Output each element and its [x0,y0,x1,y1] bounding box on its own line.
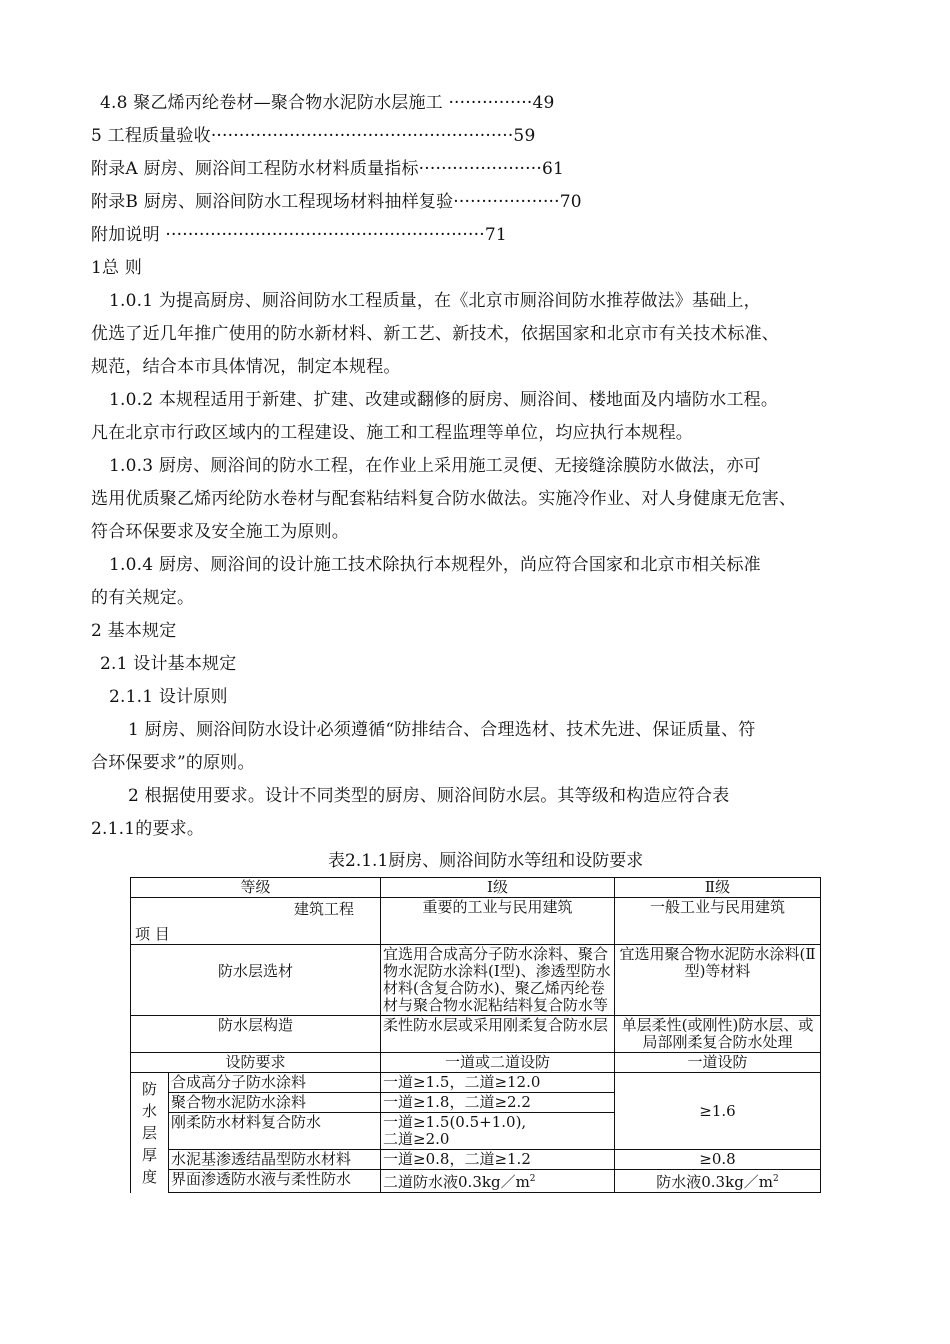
building-type-2: 一般工业与民用建筑 [615,898,821,945]
toc-item-5: 5 工程质量验收······················································59 [91,126,536,146]
paragraph-1-0-2-line1: 1.0.2 本规程适用于新建、扩建、改建或翻修的厨房、厕浴间、楼地面及内墙防水工程。 [109,390,779,410]
section-2-1-1-title: 2.1.1 设计原则 [109,687,228,707]
thickness-value-text: 二道防水液0.3kg／m [383,1173,530,1191]
paragraph-1-0-1-line3: 规范，结合本市具体情况，制定本规程。 [91,357,401,377]
thickness-value-line1: 一道≥1.5(0.5+1.0), [383,1113,527,1131]
header-level-1: Ⅰ级 [381,878,615,898]
section-2-title: 2 基本规定 [91,621,177,641]
material-label: 防水层选材 [131,945,381,1016]
paragraph-1-0-3-line3: 符合环保要求及安全施工为原则。 [91,522,349,542]
building-type-1: 重要的工业与民用建筑 [381,898,615,945]
thickness-material-name: 界面渗透防水液与柔性防水 [169,1170,381,1193]
material-level-2: 宜选用聚合物水泥防水涂料(Ⅱ型)等材料 [615,945,821,1016]
table-row-grade [131,878,821,898]
structure-label: 防水层构造 [131,1016,381,1053]
header-building-item [131,898,381,945]
defense-level-2: 一道设防 [615,1053,821,1073]
thickness-level-2-value: ≥0.8 [615,1150,821,1170]
thickness-material-name: 聚合物水泥防水涂料 [169,1093,381,1113]
waterproof-grade-table [130,877,821,1193]
thickness-level-1-value [381,1170,615,1193]
header-building-label: 建筑工程 [294,900,355,918]
header-item-label: 项 目 [135,925,170,943]
table-row-defense [131,1053,821,1073]
paragraph-1-0-1-line1: 1.0.1 为提高厨房、厕浴间防水工程质量，在《北京市厕浴间防水推荐做法》基础上， [109,291,761,311]
paragraph-1-0-4-line1: 1.0.4 厨房、厕浴间的设计施工技术除执行本规程外，尚应符合国家和北京市相关标准 [109,555,761,575]
thickness-label-text: 防水层厚度 [142,1079,158,1186]
item-2-line1: 2 根据使用要求。设计不同类型的厨房、厕浴间防水层。其等级和构造应符合表 [128,786,730,806]
paragraph-1-0-3-line1: 1.0.3 厨房、厕浴间的防水工程，在作业上采用施工灵便、无接缝涂膜防水做法，亦可 [109,456,761,476]
superscript-2: 2 [773,1174,779,1184]
table-row-thickness-4 [131,1150,821,1170]
thickness-material-name: 水泥基渗透结晶型防水材料 [169,1150,381,1170]
thickness-level-2-value [615,1170,821,1193]
section-2-1-title: 2.1 设计基本规定 [100,654,237,674]
toc-item-appendix-b: 附录B 厨房、厕浴间防水工程现场材料抽样复验···················70 [91,192,582,212]
header-level-2: Ⅱ级 [615,878,821,898]
table-caption: 表2.1.1厨房、厕浴间防水等纽和设防要求 [328,851,644,871]
thickness-level-1-value [381,1113,615,1150]
item-1-line2: 合环保要求”的原则。 [91,753,255,773]
thickness-material-name: 合成高分子防水涂料 [169,1073,381,1093]
paragraph-1-0-3-line2: 选用优质聚乙烯丙纶防水卷材与配套粘结料复合防水做法。实施冷作业、对人身健康无危害、 [91,489,797,509]
toc-item-4-8: 4.8 聚乙烯丙纶卷材—聚合物水泥防水层施工 ···············49 [100,93,555,113]
item-1-line1: 1 厨房、厕浴间防水设计必须遵循“防排结合、合理选材、技术先进、保证质量、符 [128,720,756,740]
paragraph-1-0-4-line2: 的有关规定。 [91,588,195,608]
thickness-value-text: 防水液0.3kg／m [656,1173,774,1191]
structure-level-2: 单层柔性(或刚性)防水层、或局部刚柔复合防水处理 [615,1016,821,1053]
table-row-material [131,945,821,1016]
toc-item-additional-notes: 附加说明 ·························································71 [91,225,507,245]
toc-item-appendix-a: 附录A 厨房、厕浴间工程防水材料质量指标······················61 [91,159,564,179]
defense-level-1: 一道或二道设防 [381,1053,615,1073]
thickness-level-1-value: 一道≥1.5，二道≥12.0 [381,1073,615,1093]
table-row-structure [131,1016,821,1053]
paragraph-1-0-1-line2: 优选了近几年推广使用的防水新材料、新工艺、新技术，依据国家和北京市有关技术标准、 [91,324,779,344]
table-row-building [131,898,821,945]
thickness-level-1-value: 一道≥0.8，二道≥1.2 [381,1150,615,1170]
paragraph-1-0-2-line2: 凡在北京市行政区域内的工程建设、施工和工程监理等单位，均应执行本规程。 [91,423,693,443]
superscript-2: 2 [529,1174,536,1184]
thickness-group-level-2-value: ≥1.6 [615,1073,821,1150]
table-row-thickness-1 [131,1073,821,1093]
section-1-title: 1总 则 [91,258,143,278]
table-row-thickness-5 [131,1170,821,1193]
thickness-label [131,1073,169,1193]
defense-label: 设防要求 [131,1053,381,1073]
item-2-line2: 2.1.1的要求。 [91,819,205,839]
thickness-material-name: 刚柔防水材料复合防水 [169,1113,381,1150]
structure-level-1: 柔性防水层或采用刚柔复合防水层 [381,1016,615,1053]
header-grade: 等级 [131,878,381,898]
thickness-value-line2: 二道≥2.0 [383,1130,450,1148]
thickness-level-1-value: 一道≥1.8，二道≥2.2 [381,1093,615,1113]
material-level-1: 宜选用合成高分子防水涂料、聚合物水泥防水涂料(Ⅰ型)、渗透型防水材料(含复合防水)、聚乙烯丙纶卷材与聚合物水泥粘结料复合防水等 [381,945,615,1016]
